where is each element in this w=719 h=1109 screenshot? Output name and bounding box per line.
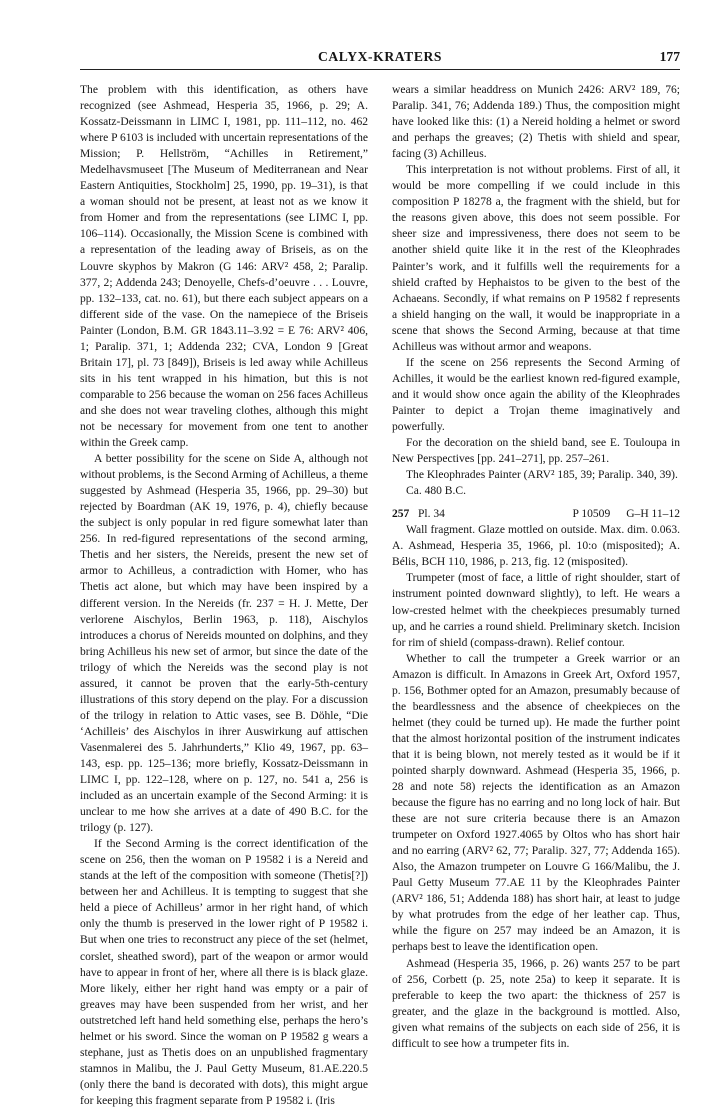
entry-number: 257	[392, 508, 410, 521]
paragraph: Whether to call the trumpeter a Greek warrior or an Amazon is difficult. In Amazons in Greek Art, Oxford 1957, p. 156, Bothmer opted for an Amazon, presumably because of the beardlessness and the absence of cheekpieces on the helmet (they could be turned up). He made the further point that the almost horizontal position of the instrument indicates that it is being blown, not merely tested as it would be if it pointed sharply downward. Ashmead (Hesperia 35, 1966, p. 28 and note 58) rejects the identification as an Amazon because the figure has no earring and no long lock of hair. But these are not sure criteria because there is an Amazon trumpeter on Oxford 1927.4065 by Oltos who has short hair and no earring (ARV² 62, 77; Paralip. 327, 77; Addenda 165). Also, the Amazon trumpeter on Louvre G 166/Malibu, the J. Paul Getty Museum 77.AE 11 by the Kleophrades Painter (ARV² 186, 51; Addenda 188) has short hair, at least to judge by what protrudes from the edge of her leather cap. Thus, while the figure on 257 may indeed be an Amazon, it is perhaps best to leave the identification open.	[392, 652, 680, 954]
date-line: Ca. 480 B.C.	[406, 485, 466, 498]
paragraph: The problem with this identification, as others have recognized (see Ashmead, Hesperia 35, 1966, p. 29; A. Kossatz-Deissmann in LIMC I, 1981, pp. 111–112, no. 462 where P 6103 is included with uncertain representations of the Mission; P. Hellström, “Achilles in Retirement,” Medelhavsmuseet [The Museum of Mediterranean and Near Eastern Antiquities, Stockholm] 25, 1990, pp. 19–31), is that a woman should not be present, at least not as we know it from Homer and from the representations (see LIMC I, pp. 106–114). Occasionally, the Mission Scene is combined with a representation of the leading away of Briseis, as on the Louvre skyphos by Makron (G 146: ARV² 458, 2; Paralip. 377, 2; Addenda 243; Denoyelle, Chefs-d’oeuvre . . . Louvre, pp. 132–133, cat. no. 61), but there each subject appears on a different side of the vase. On the namepiece of the Briseis Painter (London, B.M. GR 1843.11–3.92 = E 76: ARV² 406, 1; Paralip. 371, 1; Addenda 232; CVA, London 9 [Great Britain 17], pl. 73 [849]), Briseis is led away while Achilleus sits in his tent wrapped in his himation, but this is not comparable to 256 because the woman on 256 faces Achilleus and she does not wear traveling clothes, although this might not be necessary for movement from one tent to another within the Greek camp.	[80, 84, 368, 450]
paragraph: If the scene on 256 represents the Second Arming of Achilles, it would be the earliest known red-figured example, and it would show once again the ability of the Kleophrades Painter to depict a Trojan theme imaginatively and powerfully.	[392, 356, 680, 433]
paragraph: Trumpeter (most of face, a little of right shoulder, start of instrument pointed downward slightly), to left. He wears a low-crested helmet with the cheekpieces presumably turned up, and he carries a round shield. Preliminary sketch. Incision for rim of shield (compass-drawn). Relief contour.	[392, 572, 680, 649]
paragraph: wears a similar headdress on Munich 2426: ARV² 189, 76; Paralip. 341, 76; Addenda 189.) Thus, the composition might have looked like this: (1) a Nereid holding a helmet or sword and perhaps the greaves; (2) Thetis with shield and spear, facing (3) Achilleus.	[392, 84, 680, 161]
inventory-number: P 10509	[572, 508, 611, 521]
page-number: 177	[659, 49, 680, 64]
left-column	[80, 82, 368, 1109]
paragraph: For the decoration on the shield band, see E. Touloupa in New Perspectives [pp. 241–271], pp. 257–261.	[392, 437, 680, 466]
grid-reference: G–H 11–12	[626, 508, 680, 521]
paragraph: A better possibility for the scene on Side A, although not without problems, is the Second Arming of Achilleus, a theme suggested by Ashmead (Hesperia 35, 1966, pp. 29–30) but rejected by Boardman (AK 19, 1976, p. 4), chiefly because the subject is only popular in red figure somewhat later than 256. In red-figured representations of the second arming, Thetis and her sisters, the Nereids, present the new set of armor to Achilleus, a contradiction with Homer, who has Thetis act alone, but which may have been inspired by a different version. In the Nereids (fr. 237 = H. J. Mette, Der verlorene Aischylos, Berlin 1963, p. 118), Aischylos introduces a chorus of Nereids mounted on dolphins, and they bring Achilleus his new set of armor, but since the date of the trilogy of which the Nereids was the second play is not assured, it cannot be proven that the early-5th-century illustrations of this story depend on the play. For a discussion of the trilogy in relation to Attic vases, see B. Döhle, “Die ‘Achilleis’ des Aischylos in ihrer Auswirkung auf attischen Vasenmalerei des 5. Jahrhunderts,” Klio 49, 1967, pp. 63–143, esp. pp. 125–136; more briefly, Kossatz-Deissmann in LIMC I, pp. 122–128, where on p. 127, no. 541 a, 256 is included as an uncertain example of the Second Arming: it is unclear to me how she arrives at a date of 490 B.C. for the trilogy (p. 127).	[80, 453, 368, 835]
catalogue-entry-heading	[392, 506, 680, 522]
running-title: CALYX-KRATERS	[317, 49, 443, 64]
plate-reference: Pl. 34	[418, 508, 445, 521]
paragraph: This interpretation is not without problems. First of all, it would be more compelling if we could include in this composition P 18278 a, the fragment with the shield, but for the reasons given above, this does not seem possible. For sheer size and impressiveness, there does not seem to be another shield quite like it in the rest of the Kleophrades Painter’s work, and it fulfills well the requirements for a shield crafted by Hephaistos to be given to the best of the Achaeans. Secondly, if what remains on P 19582 f represents a shield hanging on the wall, it would be inappropriate in a scene that shows the Second Arming, because at that time Achilleus was without armor and weapons.	[392, 164, 680, 353]
paragraph: Wall fragment. Glaze mottled on outside. Max. dim. 0.063. A. Ashmead, Hesperia 35, 1966, pl. 10:o (misposited); A. Bélis, BCH 110, 1986, p. 213, fig. 12 (misposited).	[392, 524, 680, 569]
paragraph: If the Second Arming is the correct identification of the scene on 256, then the woman on P 19582 i is a Nereid and stands at the left of the composition with someone (Thetis[?]) between her and Achilleus. It is tempting to suggest that she held a piece of Achilleus’ armor in her right hand, of which only the thumb is preserved in the lower right of P 19582 i. But when one tries to reconstruct any piece of the set (helmet, corslet, sheathed sword), part of the weapon or armor would have to appear in front of her, where all there is is black glaze. More likely, either her right hand was empty or a pair of greaves may have been suspended from her wrist, and her outstretched left hand held something else, perhaps the hero’s helmet or his sword. Since the woman on P 19582 g wears a stephane, just as Thetis does on an unpublished fragmentary stamnos in Malibu, the J. Paul Getty Museum, 81.AE.220.5 (only there the band is decorated with dots), this might argue for keeping this fragment separate from P 19582 i. (Iris	[80, 838, 368, 1107]
running-header	[80, 49, 680, 70]
right-column	[392, 82, 680, 1052]
attribution: The Kleophrades Painter (ARV² 185, 39; Paralip. 340, 39).	[406, 469, 678, 482]
paragraph: Ashmead (Hesperia 35, 1966, p. 26) wants 257 to be part of 256, Corbett (p. 25, note 25a) to keep it separate. It is preferable to keep the two apart: the thickness of 257 is greater, and the glaze in the background is mottled. Also, given what remains of the subjects on each side of 256, it is difficult to see how a trumpeter fits in.	[392, 957, 680, 1050]
